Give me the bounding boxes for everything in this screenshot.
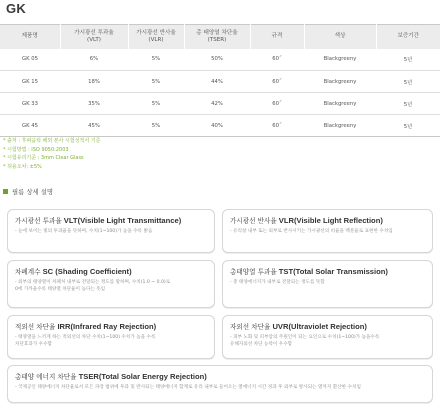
table-row [0,115,440,137]
column-header [304,25,376,49]
card-title-en: TST(Total Solar Transmission) [278,267,388,276]
note-item: * 출처 : 후퍼옵틱 해외 본사 시험성적서 기준 [3,138,101,144]
table-cell: GK 05 [0,49,60,71]
table-cell: 60˝ [250,71,304,93]
card-title-ko: 가시광선 반사율 [230,217,277,225]
card-title-ko: 자외선 차단율 [230,323,271,331]
table-cell: 5년 [376,93,440,115]
card-desc-line: 차단효과가 우수함 [15,342,52,348]
table-cell: GK 15 [0,71,60,93]
table-cell: 18% [60,71,128,93]
table-cell: 6% [60,49,128,71]
card-title [230,216,426,226]
card-vlr [222,209,433,253]
table-cell: 5% [128,71,184,93]
column-header [184,25,250,49]
column-header-line: (VLT) [87,36,101,43]
card-title-en: VLR(Visible Light Reflection) [278,216,383,225]
card-title-ko: 총태양 에너지 차단율 [15,373,77,381]
card-desc-line: - 국제공인 태양에너지 차단율로서 모든 파장 범위에 투과 및 반사되는 태양에너지 합계로 유리 내부로 들어오는 열에너지 시간 경과 후 외부로 방사되는 열까지 환산한 수치임 [15,385,361,390]
card-desc-line: - 피부 노화 및 피부암의 주원인이 되는 요인으로 수치(1~100)가 높을수록 [230,335,380,340]
card-desc-line: 유해자외선 차단 능력이 우수함 [230,342,293,348]
card-title [230,267,426,277]
card-title-ko: 차폐계수 [15,268,41,276]
column-header [376,25,440,49]
card-title [15,322,208,332]
card-title-en: TSER(Total Solar Energy Rejection) [78,372,207,381]
table-cell: 60˝ [250,93,304,115]
table-cell: Blackgreeny [304,115,376,137]
note-item: * 시험방법 : ISO 9050:2003 [3,146,69,153]
table-header-row [0,25,440,49]
column-header-line: 규격 [271,33,283,40]
column-header-line: (TSER) [207,36,227,43]
card-title-en: SC (Shading Coefficient) [42,267,132,276]
card-desc [230,279,426,286]
table-cell: 5% [128,115,184,137]
table-cell: 35% [60,93,128,115]
card-desc [15,334,208,349]
square-bullet-icon [3,189,8,194]
card-title-en: UVR(Ultraviolet Rejection) [272,322,367,331]
section-header [3,187,53,196]
table-cell: 44% [184,71,250,93]
card-title-ko: 적외선 차단율 [15,323,56,331]
table-cell: 40% [184,115,250,137]
card-title-ko: 총태양열 투과율 [230,268,277,276]
card-vlt [7,209,215,253]
table-body [0,49,440,137]
column-header-line: 가시광선 반사율 [136,29,176,36]
card-desc-line: - 태양열을 느끼게 하는 적외선의 차단 수치(1~100) 수치가 높을 수록 [15,335,156,340]
card-tser [7,365,433,403]
column-header [250,25,304,49]
table-cell: Blackgreeny [304,93,376,115]
column-header-line: 가시광선 투과율 [74,29,114,36]
card-desc-line: - 총 태양에너지가 내부로 전달되는 정도를 뜻함 [230,280,325,285]
card-desc [15,384,426,391]
card-desc-line: 0에 가까울수록 태양열 차단율이 높다는 뜻임 [15,287,106,293]
column-header [0,25,60,49]
card-title-ko: 가시광선 투과율 [15,217,62,225]
table-cell: Blackgreeny [304,49,376,71]
table-cell: 60˝ [250,49,304,71]
spec-table [0,24,440,137]
card-desc [15,279,208,294]
column-header-line: (VLR) [148,36,164,43]
card-desc-line: - 눈에 보이는 빛의 투과율을 뜻하며, 수치(1~100)가 높을 수록 밝음 [15,229,153,234]
table-cell: 5년 [376,115,440,137]
table-row [0,93,440,115]
table-cell: 5년 [376,71,440,93]
table-cell: Blackgreeny [304,71,376,93]
card-uvr [222,315,433,359]
note-item: * 시험유리기준 : 3mm Clear Glass [3,155,84,162]
card-title [15,267,208,277]
note-item: * 허용오차: ±5% [3,163,42,170]
notes-list [3,137,100,171]
table-cell: 5% [128,93,184,115]
table-cell: 5년 [376,49,440,71]
card-title-en: VLT(Visible Light Transmittance) [63,216,182,225]
column-header-line: 제품명 [21,33,38,40]
card-title-en: IRR(Infrared Ray Rejection) [57,322,157,331]
card-irr [7,315,215,359]
table-row [0,49,440,71]
column-header-line: 보증기간 [397,33,420,40]
table-cell: GK 33 [0,93,60,115]
table-cell: 50% [184,49,250,71]
card-title [15,372,426,382]
page-title: GK [6,1,27,16]
card-desc-line: - 유리창 내부 또는 외부로 반사시키는 가시광선의 비율을 백분율로 표현한 수치임 [230,229,393,234]
card-sc [7,260,215,308]
column-header-line: 색상 [334,33,346,40]
column-header-line: 총 태양열 차단율 [196,29,238,36]
table-row [0,71,440,93]
column-header [60,25,128,49]
card-tst [222,260,433,308]
column-header [128,25,184,49]
table-cell: 60˝ [250,115,304,137]
card-title [230,322,426,332]
table-cell: 5% [128,49,184,71]
card-title [15,216,208,226]
table-cell: 45% [60,115,128,137]
table-cell: GK 45 [0,115,60,137]
table-cell: 42% [184,93,250,115]
card-desc [230,228,426,235]
section-title: 필름 상세 설명 [12,188,54,196]
card-desc [15,228,208,235]
card-desc-line: - 외부의 태양열이 차폐처 내부로 전달되는 정도를 말하며, 수치(1.0 ~ 0.0)로 [15,280,171,285]
card-desc [230,334,426,349]
